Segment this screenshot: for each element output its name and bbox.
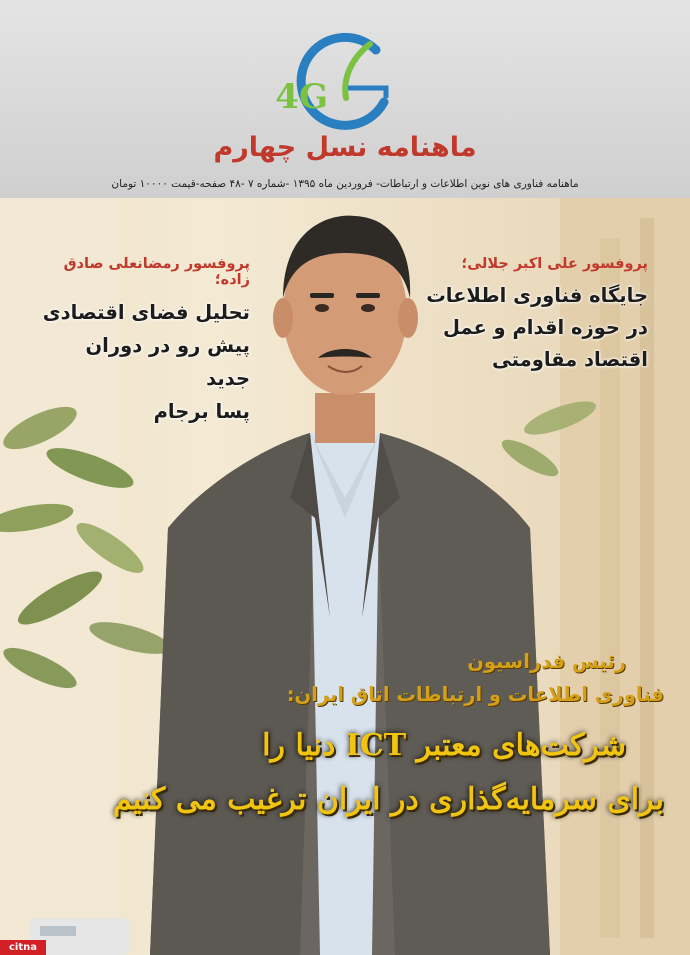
main-title-line: شرکت‌های معتبر ICT دنیا را [262,728,626,763]
masthead [0,0,690,198]
main-headline [30,645,664,827]
main-lead-line: رئیس فدراسیون [467,650,626,673]
issue-info: ماهنامه فناوری های نوین اطلاعات و ارتباطات- فروردین ماه ۱۳۹۵ -شماره ۷ -۴۸ صفحه-قیمت ۱۰۰۰۰ تومان [111,178,579,190]
main-title-line: برای سرمایه‌گذاری در ایران ترغیب می کنیم [112,782,664,817]
main-lead-line: فناوری اطلاعات و ارتباطات اتاق ایران: [286,683,664,706]
headline-line: پسا برجام [153,400,250,423]
logo-text: 4G [275,77,328,117]
headline-line: پیش رو در دوران جدید [85,334,250,390]
headline-text [40,296,250,428]
headline-line: تحلیل فضای اقتصادی [42,301,250,324]
4g-logo [275,36,404,136]
magazine-title: ماهنامه نسل چهارم [213,132,477,163]
author-name: پروفسور رمضانعلی صادق زاده؛ [63,256,250,288]
headline-sadeghzadeh [40,256,250,428]
citna-watermark: citna [0,940,46,955]
author-name: پروفسور علی اکبر جلالی؛ [461,256,648,272]
headline-line: اقتصاد مقاومتی [491,348,648,371]
headline-jalali [388,256,648,376]
headline-line: در حوزه اقدام و عمل [442,316,648,339]
headline-line: جایگاه فناوری اطلاعات [426,284,648,307]
headline-text [388,280,648,376]
